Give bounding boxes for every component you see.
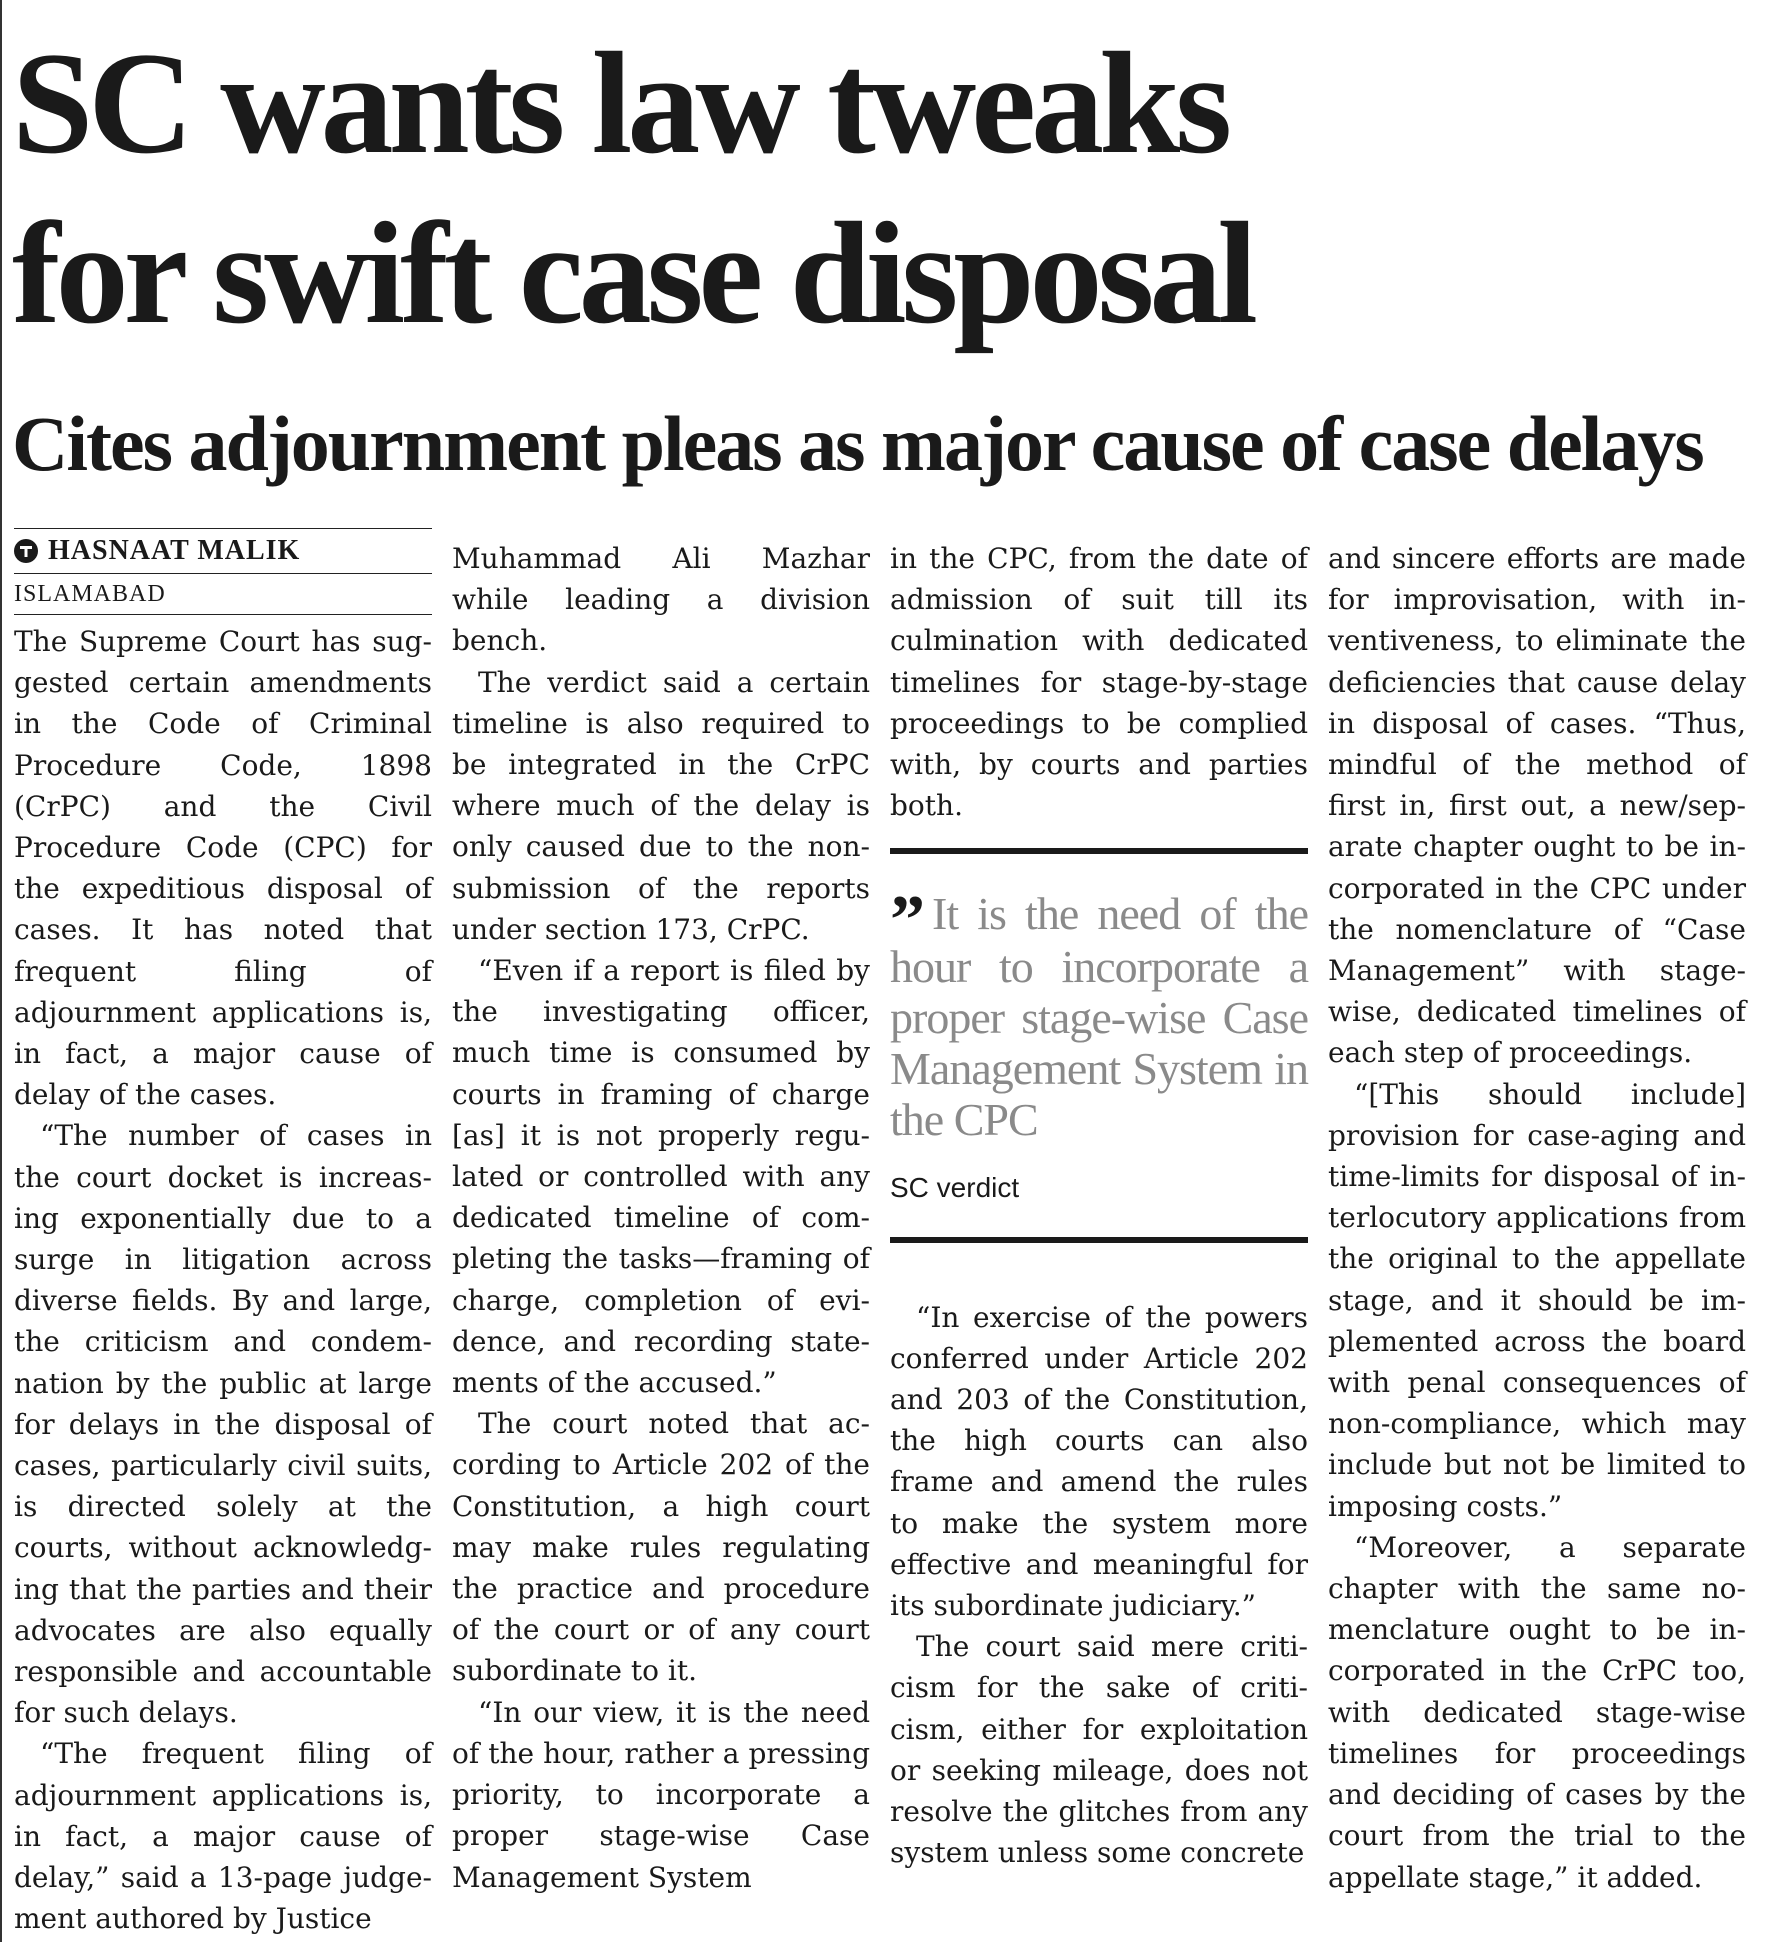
paragraph: “The frequent filing of adjournment applications is, in fact, a major cause of delay,” said a 13-page judgement authored by Justice: [14, 1737, 432, 1936]
column-3-continuation: [890, 1297, 1308, 1874]
article-column-4: [1328, 538, 1746, 1898]
author-name: HASNAAT MALIK: [48, 535, 301, 566]
paragraph: “Even if a report is filed by the investigating officer, much time is consumed by courts in framing of charge [as] it is not properly regulated or controlled with any dedicated timeline of completing the tasks—framing of charge, completion of evidence, and recording statements of the accused.”: [452, 954, 870, 1400]
paragraph: The Supreme Court has suggested certain amendments in the Code of Criminal Procedure Code, 1898 (CrPC) and the Civil Procedure Code (CPC) for the expeditious disposal of cases. It has noted that frequent filing of adjournment applications is, in fact, a major cause of delay of the cases.: [14, 625, 432, 1112]
paragraph: The court noted that according to Article 202 of the Constitution, a high court may make rules regulating the practice and procedure of the court or of any court subordinate to it.: [452, 1407, 870, 1688]
pull-quote: [890, 848, 1308, 1242]
pull-quote-text-block: [890, 882, 1308, 1146]
byline: [14, 529, 432, 573]
pull-quote-source: SC verdict: [890, 1172, 1020, 1204]
quote-mark-icon: ”: [890, 882, 924, 960]
headline-line-2: for swift case disposal: [12, 192, 1253, 354]
paragraph: in the CPC, from the date of admission of suit till its culmination with dedicated timelines for stage-by-stage proceedings to be complied with, by courts and parties both.: [890, 542, 1308, 823]
paragraph: “In our view, it is the need of the hour, rather a pressing priority, to incorporate a proper stage-wise Case Management System: [452, 1695, 870, 1894]
pull-quote-text: It is the need of the hour to incorporate a proper stage-wise Case Management System in the CPC: [890, 888, 1308, 1146]
dateline: ISLAMABAD: [14, 581, 166, 607]
paragraph: “In exercise of the powers conferred under Article 202 and 203 of the Constitution, the high courts can also frame and amend the rules to make the system more effective and meaningful for its subordinate judiciary.”: [890, 1300, 1308, 1623]
byline-block: [14, 528, 432, 615]
paragraph: and sincere efforts are made for improvisation, with inventiveness, to eliminate the deficiencies that cause delay in disposal of cases. “Thus, mindful of the method of first in, first out, a new/separate chapter ought to be incorporated in the CPC under the nomenclature of “Case Management” with stage-wise, dedicated timelines of each step of proceedings.: [1328, 542, 1746, 1070]
article-column-1: [14, 528, 432, 1940]
paragraph: “[This should include] provision for case-aging and time-limits for disposal of interlocutory applications from the original to the appellate stage, and it should be implemented across the board with penal consequences of non-compliance, which may include but not be limited to imposing costs.”: [1328, 1077, 1746, 1523]
paragraph: The verdict said a certain timeline is also required to be integrated in the CrPC where much of the delay is only caused due to the non-submission of the reports under section 173, CrPC.: [452, 665, 870, 946]
subheadline: Cites adjournment pleas as major cause of case delays: [12, 400, 1703, 487]
tribune-logo-icon: [14, 539, 38, 563]
paragraph: Muhammad Ali Mazhar while leading a division bench.: [452, 542, 870, 658]
article-column-2: [452, 538, 870, 1898]
paragraph: “Moreover, a separate chapter with the same nomenclature ought to be incorporated in the CrPC too, with dedicated stage-wise timelines for proceedings and deciding of cases by the court from the trial to the appellate stage,” it added.: [1328, 1530, 1746, 1894]
left-margin-rule: [0, 0, 2, 1942]
paragraph: The court said mere criticism for the sake of criticism, either for exploitation or seeking mileage, does not resolve the glitches from any system unless some concrete: [890, 1630, 1308, 1870]
paragraph: “The number of cases in the court docket is increasing exponentially due to a surge in litigation across diverse fields. By and large, the criticism and condemnation by the public at large for delays in the disposal of cases, particularly civil suits, is directed solely at the courts, without acknowledging that the parties and their advocates are also equally responsible and accountable for such delays.: [14, 1119, 432, 1730]
byline-bottom-rule: [14, 614, 432, 615]
article-column-3: [890, 538, 1308, 1873]
headline-line-1: SC wants law tweaks: [12, 22, 1228, 184]
headline: [12, 18, 1772, 358]
